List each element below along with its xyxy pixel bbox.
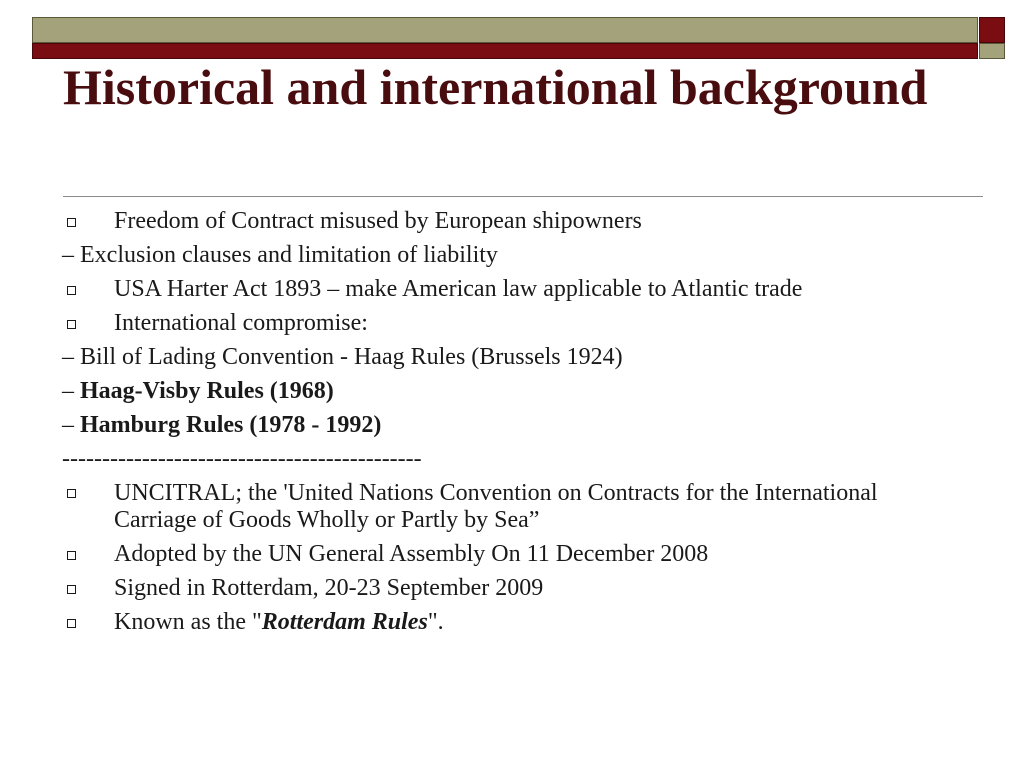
sub-item xyxy=(62,374,962,408)
header-bar-olive xyxy=(32,17,978,43)
list-item xyxy=(62,476,962,537)
bold-text: Hamburg Rules (1978 - 1992) xyxy=(80,412,382,438)
list-item xyxy=(62,571,962,605)
separator-line xyxy=(62,442,962,476)
square-bullet-icon xyxy=(67,218,76,227)
title-divider xyxy=(63,196,983,197)
list-item xyxy=(62,272,962,306)
square-bullet-icon xyxy=(67,551,76,560)
bold-italic-text: Rotterdam Rules xyxy=(261,609,428,635)
list-item-text: Signed in Rotterdam, 20-23 September 2009 xyxy=(114,575,544,601)
list-item-text: – Bill of Lading Convention - Haag Rules (Brussels 1924) xyxy=(62,344,623,370)
sub-item xyxy=(62,408,962,442)
list-item-text: UNCITRAL; the 'United Nations Convention on Contracts for the International Carriage of Goods Wholly or Partly by Sea” xyxy=(114,480,878,533)
list-item xyxy=(62,537,962,571)
square-bullet-icon xyxy=(67,320,76,329)
dash-prefix: – xyxy=(62,378,80,404)
list-item xyxy=(62,605,962,639)
square-bullet-icon xyxy=(67,619,76,628)
list-item xyxy=(62,306,962,340)
square-bullet-icon xyxy=(67,489,76,498)
list-item-text: USA Harter Act 1893 – make American law applicable to Atlantic trade xyxy=(114,276,803,302)
slide-title: Historical and international background xyxy=(63,59,928,115)
header-square-olive xyxy=(979,43,1005,59)
sub-item xyxy=(62,340,962,374)
sub-item xyxy=(62,238,962,272)
separator-text: --------------------------------------------- xyxy=(62,446,422,472)
text-prefix: Known as the " xyxy=(114,609,262,635)
header-square-maroon xyxy=(979,17,1005,43)
list-item-text: International compromise: xyxy=(114,310,368,336)
bold-text: Haag-Visby Rules (1968) xyxy=(80,378,334,404)
square-bullet-icon xyxy=(67,286,76,295)
text-suffix: ". xyxy=(427,609,444,635)
square-bullet-icon xyxy=(67,585,76,594)
list-item xyxy=(62,204,962,238)
dash-prefix: – xyxy=(62,412,80,438)
list-item-text: Freedom of Contract misused by European shipowners xyxy=(114,208,642,234)
list-item-text: – Exclusion clauses and limitation of liability xyxy=(62,242,498,268)
list-item-text: Adopted by the UN General Assembly On 11 December 2008 xyxy=(114,541,709,567)
slide-body xyxy=(62,204,962,639)
